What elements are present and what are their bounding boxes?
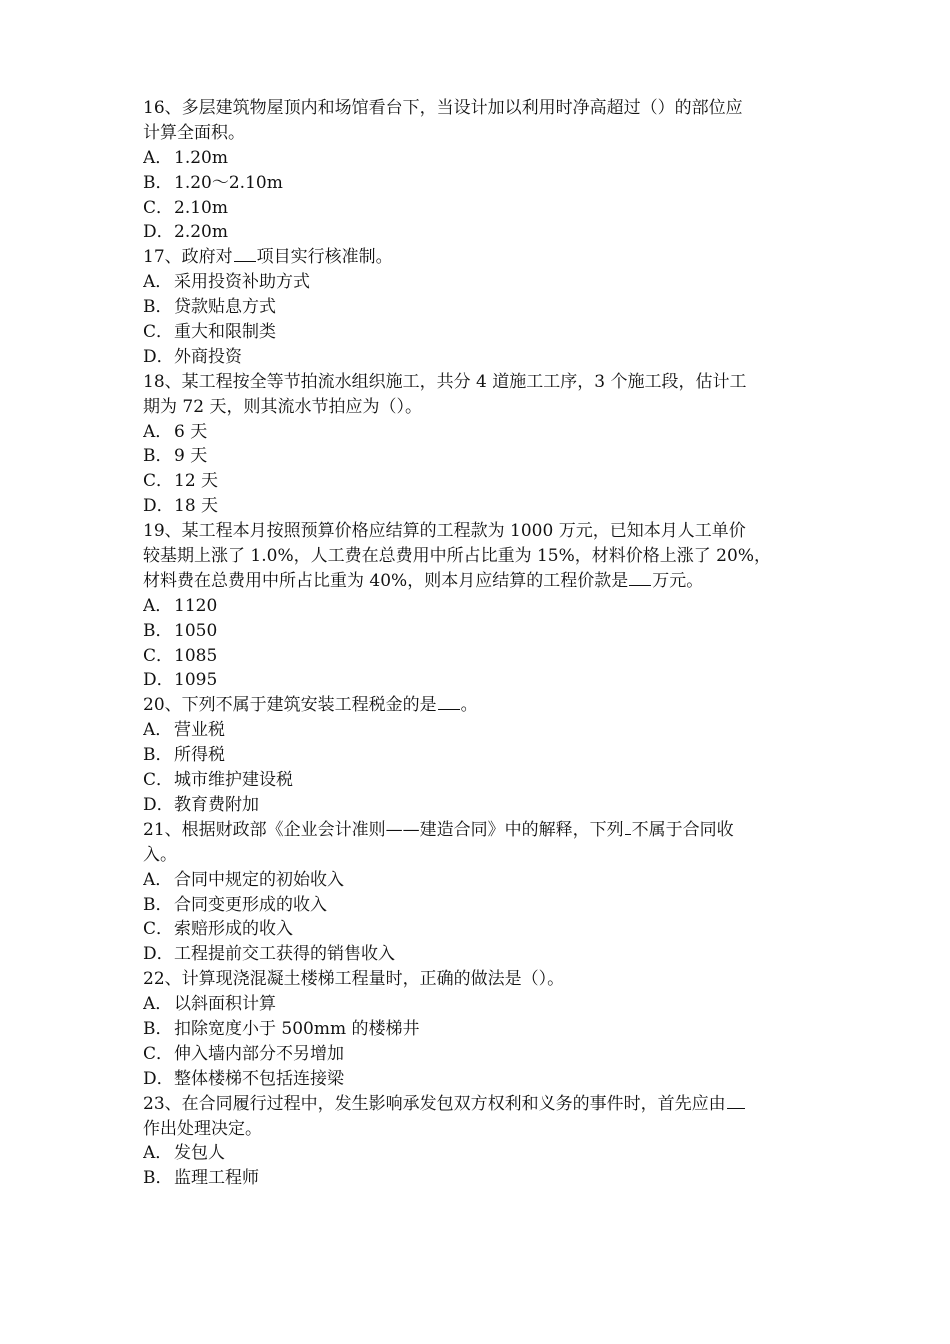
option-text: 以斜面积计算: [174, 994, 276, 1015]
option-d: [143, 668, 823, 693]
option-text: 教育费附加: [174, 794, 259, 815]
option-letter: C．: [143, 1043, 174, 1064]
option-d: [143, 942, 823, 967]
option-letter: C．: [143, 197, 174, 218]
option-text: 城市维护建设税: [174, 770, 293, 791]
option-a: [143, 718, 823, 743]
option-letter: B．: [143, 620, 173, 641]
option-text: 索赔形成的收入: [174, 919, 293, 940]
question-text: 16、多层建筑物屋顶内和场馆看台下，当设计加以利用时净高超过（）的部位应: [143, 98, 743, 118]
option-letter: D．: [143, 222, 174, 243]
question-text: 入。: [143, 844, 177, 865]
option-letter: B．: [143, 172, 173, 193]
option-letter: B．: [143, 1168, 173, 1189]
answer-blank: [727, 1092, 745, 1109]
option-text: 外商投资: [174, 346, 242, 367]
option-letter: A．: [143, 720, 173, 741]
option-text: 合同中规定的初始收入: [174, 869, 344, 890]
question-text: 21、根据财政部《企业会计准则——建造合同》中的解释，下列: [143, 819, 624, 840]
question-20-line-1: [143, 693, 823, 718]
option-c: [143, 469, 823, 494]
option-text: 扣除宽度小于 500mm 的楼梯井: [174, 1018, 420, 1039]
option-text: 2.20m: [174, 222, 228, 243]
option-text: 1.20～2.10m: [174, 172, 283, 193]
option-text: 合同变更形成的收入: [174, 894, 327, 915]
option-letter: D．: [143, 944, 174, 965]
option-text: 监理工程师: [174, 1168, 259, 1189]
question-text: 不属于合同收: [631, 819, 734, 840]
option-letter: D．: [143, 1068, 174, 1089]
option-letter: B．: [143, 745, 173, 766]
option-letter: C．: [143, 919, 174, 940]
option-b: [143, 295, 823, 320]
option-text: 2.10m: [174, 197, 228, 218]
option-letter: A．: [143, 994, 173, 1015]
exam-page: [143, 96, 823, 1191]
option-letter: C．: [143, 770, 174, 791]
question-text: 。: [460, 695, 478, 716]
option-d: [143, 1067, 823, 1092]
option-letter: D．: [143, 496, 174, 517]
option-text: 6 天: [174, 421, 208, 442]
option-text: 1120: [174, 595, 218, 616]
question-18-line-2: [143, 395, 823, 420]
option-text: 工程提前交工获得的销售收入: [174, 944, 395, 965]
question-text: 19、某工程本月按照预算价格应结算的工程款为 1000 万元，已知本月人工单价: [143, 521, 746, 542]
option-text: 9 天: [174, 446, 208, 467]
option-a: [143, 146, 823, 171]
question-17-line-1: [143, 245, 823, 270]
option-text: 伸入墙内部分不另增加: [174, 1043, 344, 1064]
question-text: 23、在合同履行过程中，发生影响承发包双方权利和义务的事件时，首先应由: [143, 1093, 726, 1114]
option-text: 18 天: [174, 496, 219, 517]
option-b: [143, 1017, 823, 1042]
option-letter: B．: [143, 297, 173, 318]
question-19-line-2: [143, 544, 823, 569]
option-a: [143, 420, 823, 445]
option-d: [143, 494, 823, 519]
option-text: 重大和限制类: [174, 322, 276, 343]
option-text: 采用投资补助方式: [174, 272, 310, 293]
question-text: 项目实行核准制。: [256, 247, 393, 268]
question-text: 较基期上涨了 1.0%，人工费在总费用中所占比重为 15%，材料价格上涨了 20%，: [143, 546, 771, 567]
question-text: 万元。: [652, 570, 704, 591]
answer-blank: [629, 569, 651, 586]
option-text: 所得税: [174, 745, 225, 766]
option-letter: A．: [143, 272, 173, 293]
option-letter: C．: [143, 471, 174, 492]
question-23-line-2: [143, 1117, 823, 1142]
question-text: 材料费在总费用中所占比重为 40%，则本月应结算的工程价款是: [143, 570, 629, 591]
option-c: [143, 768, 823, 793]
question-18-line-1: [143, 370, 823, 395]
option-c: [143, 196, 823, 221]
option-d: [143, 793, 823, 818]
option-text: 1050: [174, 620, 218, 641]
question-text: 18、某工程按全等节拍流水组织施工，共分 4 道施工工序，3 个施工段，估计工: [143, 371, 747, 392]
option-b: [143, 444, 823, 469]
question-text: 期为 72 天，则其流水节拍应为（）。: [143, 396, 422, 417]
question-text: 计算全面积。: [143, 122, 245, 143]
option-c: [143, 644, 823, 669]
question-16-line-2: [143, 121, 823, 146]
option-c: [143, 1042, 823, 1067]
option-letter: A．: [143, 421, 173, 442]
question-21-line-2: [143, 843, 823, 868]
question-text: 17、政府对: [143, 247, 233, 268]
option-a: [143, 1141, 823, 1166]
question-16-line-1: [143, 96, 823, 121]
option-text: 营业税: [174, 720, 225, 741]
option-letter: D．: [143, 794, 174, 815]
option-letter: C．: [143, 645, 174, 666]
question-text: 22、计算现浇混凝土楼梯工程量时，正确的做法是（）。: [143, 969, 565, 990]
option-letter: C．: [143, 322, 174, 343]
answer-blank: [234, 245, 256, 262]
option-b: [143, 893, 823, 918]
option-b: [143, 619, 823, 644]
option-letter: A．: [143, 1143, 173, 1164]
question-text: 20、下列不属于建筑安装工程税金的是: [143, 695, 437, 716]
option-text: 1.20m: [174, 147, 228, 168]
option-letter: A．: [143, 595, 173, 616]
option-b: [143, 1166, 823, 1191]
option-letter: A．: [143, 147, 173, 168]
option-a: [143, 992, 823, 1017]
option-letter: B．: [143, 1018, 173, 1039]
option-letter: A．: [143, 869, 173, 890]
question-22-line-1: [143, 967, 823, 992]
option-a: [143, 270, 823, 295]
option-letter: D．: [143, 346, 174, 367]
option-text: 整体楼梯不包括连接梁: [174, 1068, 344, 1089]
option-text: 发包人: [174, 1143, 225, 1164]
option-c: [143, 917, 823, 942]
option-b: [143, 171, 823, 196]
option-d: [143, 220, 823, 245]
option-letter: D．: [143, 670, 174, 691]
option-d: [143, 345, 823, 370]
option-a: [143, 868, 823, 893]
question-text: 作出处理决定。: [143, 1118, 262, 1139]
option-letter: B．: [143, 894, 173, 915]
option-b: [143, 743, 823, 768]
option-text: 12 天: [174, 471, 219, 492]
question-23-line-1: [143, 1092, 823, 1117]
option-text: 1095: [174, 670, 218, 691]
answer-blank: [625, 818, 631, 835]
question-19-line-3: [143, 569, 823, 594]
option-text: 贷款贴息方式: [174, 297, 276, 318]
option-text: 1085: [174, 645, 218, 666]
question-21-line-1: [143, 818, 823, 843]
option-letter: B．: [143, 446, 173, 467]
option-c: [143, 320, 823, 345]
option-a: [143, 594, 823, 619]
question-19-line-1: [143, 519, 823, 544]
answer-blank: [438, 693, 460, 710]
